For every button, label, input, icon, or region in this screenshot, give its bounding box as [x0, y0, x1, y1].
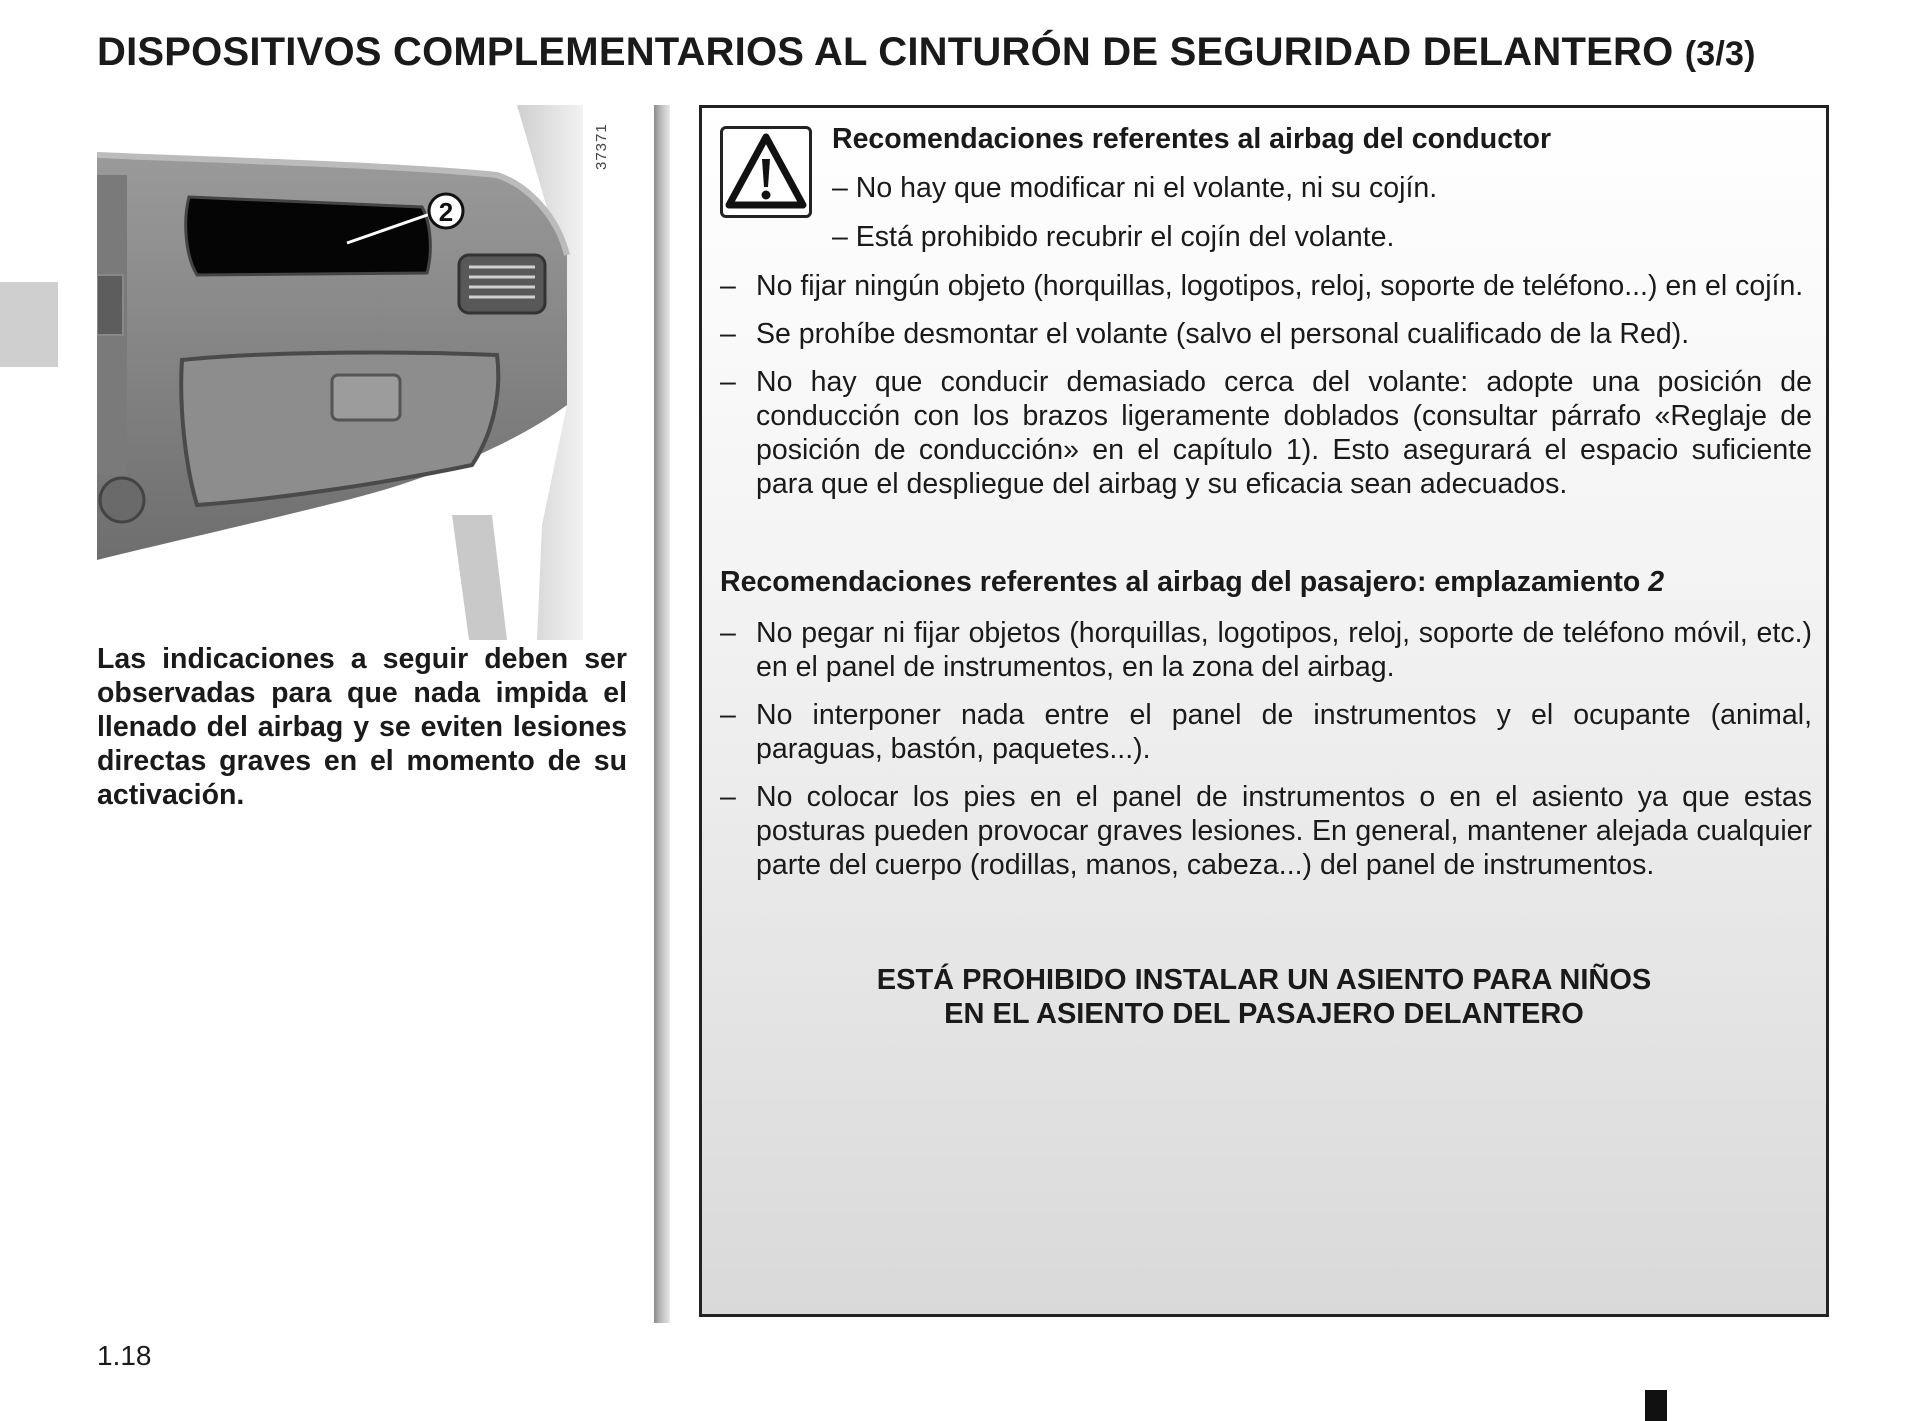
callout-number: 2 [438, 197, 454, 227]
list-item: – No pegar ni fijar objetos (horquillas, logotipos, reloj, soporte de teléfono móvil, etc.) en el panel de instrumentos, en la zona del airbag. [720, 616, 1812, 684]
list-item: – No hay que conducir demasiado cerca del volante: adopte una posición de conducción con los brazos ligeramente doblados (consultar párrafo «Reglaje de posición de conducción» en el capítulo 1). Esto asegurará el espacio suficiente para que el despliegue del airbag y su eficacia sean adecuados. [720, 365, 1812, 501]
page-title-text: DISPOSITIVOS COMPLEMENTARIOS AL CINTURÓN DE SEGURIDAD DELANTERO [97, 30, 1674, 74]
driver-recommendations-list [720, 269, 1812, 515]
page-title-part: (3/3) [1684, 35, 1756, 73]
driver-sub-item: – No hay que modificar ni el volante, ni su cojín. [832, 172, 1438, 204]
page-title [97, 30, 1857, 75]
warning-triangle-icon [720, 126, 812, 218]
dashboard-illustration [97, 105, 583, 640]
list-item: – No fijar ningún objeto (horquillas, logotipos, reloj, soporte de teléfono...) en el cojín. [720, 269, 1812, 303]
driver-sub-item: – Está prohibido recubrir el cojín del volante. [832, 221, 1395, 253]
child-seat-prohibition-notice [702, 963, 1826, 1031]
figure-number: 37371 [593, 123, 610, 170]
column-divider [654, 105, 670, 1323]
notice-line: EN EL ASIENTO DEL PASAJERO DELANTERO [944, 998, 1584, 1030]
passenger-recommendations-list [720, 616, 1812, 896]
dashboard-drawing [97, 105, 583, 640]
driver-airbag-heading: Recomendaciones referentes al airbag del conductor [832, 123, 1552, 155]
intro-text: Las indicaciones a seguir deben ser observadas para que nada impida el llenado del airbag y se eviten lesiones directas graves en el momento de su activación. [97, 643, 627, 811]
page-number: 1.18 [97, 1340, 152, 1371]
list-item: – No colocar los pies en el panel de instrumentos o en el asiento ya que estas posturas pueden provocar graves lesiones. En general, mantener alejada cualquier parte del cuerpo (rodillas, manos, cabeza...) del panel de instrumentos. [720, 780, 1812, 882]
chapter-tab-marker [0, 282, 58, 367]
page-edge-mark [1645, 1390, 1667, 1421]
passenger-heading-text: Recomendaciones referentes al airbag del pasajero: emplazamiento [720, 566, 1641, 598]
notice-line: ESTÁ PROHIBIDO INSTALAR UN ASIENTO PARA NIÑOS [876, 964, 1652, 996]
warning-panel [699, 105, 1829, 1317]
list-item: – No interponer nada entre el panel de instrumentos y el ocupante (animal, paraguas, bastón, paquetes...). [720, 698, 1812, 766]
passenger-airbag-heading [720, 566, 1664, 599]
list-item: – Se prohíbe desmontar el volante (salvo el personal cualificado de la Red). [720, 317, 1812, 351]
passenger-heading-ref: 2 [1648, 566, 1665, 598]
